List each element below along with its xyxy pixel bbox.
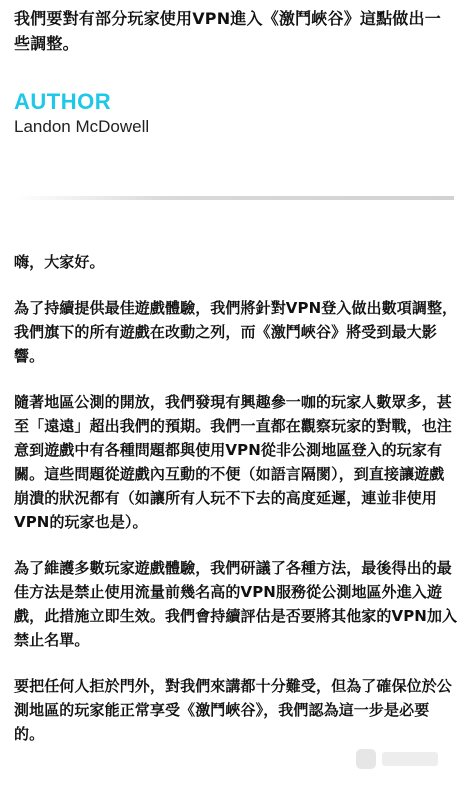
article-body bbox=[14, 250, 458, 768]
paragraph-closing: 要把任何人拒於門外，對我們來講都十分難受，但為了確保位於公測地區的玩家能正常享受《激鬥峽谷》，我們認為這一步是必要的。 bbox=[14, 677, 452, 743]
author-label: AUTHOR bbox=[14, 89, 112, 114]
watermark-bar bbox=[382, 752, 438, 766]
paragraph-issues: 隨著地區公測的開放，我們發現有興趣參一咖的玩家人數眾多，甚至「遠遠」超出我們的預期。我們一直都在觀察玩家的對戰，也注意到遊戲中有各種問題都與使用VPN從非公測地區登入的玩家有關。這些問題從遊戲內互動的不便（如語言隔閡），到直接讓遊戲崩潰的狀況都有（如讓所有人玩不下去的高度延遲，連並非使用VPN的玩家也是）。 bbox=[14, 393, 452, 531]
paragraph-greeting: 嗨，大家好。 bbox=[14, 253, 105, 271]
watermark-overlay bbox=[338, 728, 462, 790]
section-divider bbox=[14, 196, 454, 200]
paragraph-solution: 為了維護多數玩家遊戲體驗，我們研議了各種方法，最後得出的最佳方法是禁止使用流量前幾名高的VPN服務從公測地區外進入遊戲，此措施立即生效。我們會持續評估是否要將其他家的VPN加入禁止名單。 bbox=[14, 559, 458, 649]
article-headline: 我們要對有部分玩家使用VPN進入《激鬥峽谷》這點做出一些調整。 bbox=[14, 9, 441, 53]
watermark-logo-icon bbox=[356, 749, 376, 769]
author-name[interactable]: Landon McDowell bbox=[14, 117, 150, 136]
paragraph-intro: 為了持續提供最佳遊戲體驗，我們將針對VPN登入做出數項調整，我們旗下的所有遊戲在改動之列，而《激鬥峽谷》將受到最大影響。 bbox=[14, 299, 458, 365]
